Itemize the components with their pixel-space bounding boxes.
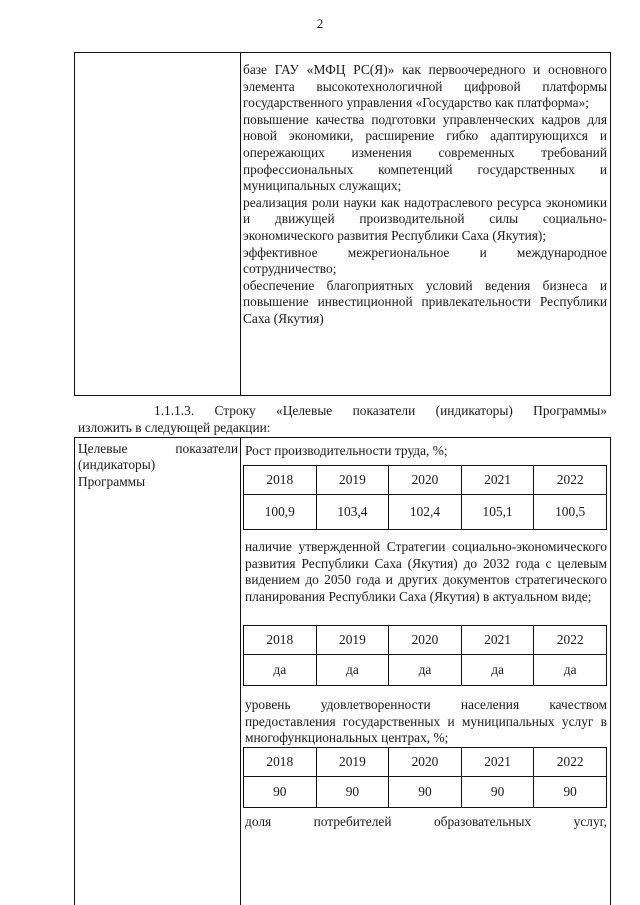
top-table-divider (240, 52, 241, 396)
label-word-1: Целевые (78, 441, 128, 456)
value-cell: 90 (389, 777, 462, 808)
year-cell: 2018 (244, 626, 317, 655)
year-cell: 2022 (534, 626, 607, 655)
table-row (244, 748, 607, 777)
year-cell: 2018 (244, 748, 317, 777)
table-row (244, 466, 607, 495)
indicator-1-title: Рост производительности труда, %; (245, 443, 448, 458)
page-number: 2 (316, 16, 324, 31)
value-cell: да (316, 655, 389, 686)
year-cell: 2021 (461, 626, 534, 655)
value-cell: 100,9 (244, 495, 317, 530)
value-cell: 103,4 (316, 495, 389, 530)
indicator-3-table (243, 747, 607, 808)
year-cell: 2020 (389, 466, 462, 495)
year-cell: 2021 (461, 466, 534, 495)
value-cell: 90 (461, 777, 534, 808)
indicator-2-title: наличие утвержденной Стратегии социально-экономического развития Республики Саха (Якутия) до 2032 года с целевым видением до 2050 года и других документов стратегического планирования Республики Саха (Якутия) в актуальном виде; (245, 539, 607, 604)
label-line-3: Программы (78, 473, 146, 489)
paragraph-cooperation: эффективное межрегиональное и международное сотрудничество; (243, 244, 607, 277)
year-cell: 2022 (534, 466, 607, 495)
year-cell: 2018 (244, 466, 317, 495)
intro-line-1: 1.1.1.3. Строку «Целевые показатели (индикаторы) Программы» (154, 403, 607, 418)
year-cell: 2021 (461, 748, 534, 777)
label-word-2: показатели (175, 441, 238, 456)
value-cell: 90 (244, 777, 317, 808)
value-cell: да (534, 655, 607, 686)
indicator-3-title: уровень удовлетворенности населения качеством предоставления государственных и муниципальных услуг в многофункциональных центрах, %; (245, 697, 607, 746)
table-row (244, 626, 607, 655)
paragraph-science: реализация роли науки как надотраслевого ресурса экономики и движущей производительной силы социально-экономического развития Республики Саха (Якутия); (243, 194, 607, 243)
indicator-2-table (243, 625, 607, 686)
value-cell: да (389, 655, 462, 686)
paragraph-mfc: базе ГАУ «МФЦ РС(Я)» как первоочередного и основного элемента высокотехнологичной цифровой платформы государственного управления «Государство как платформа»; (243, 62, 607, 111)
label-line-2: (индикаторы) (78, 457, 156, 473)
top-table-content (243, 62, 607, 328)
year-cell: 2022 (534, 748, 607, 777)
value-cell: 102,4 (389, 495, 462, 530)
table-row (244, 777, 607, 808)
year-cell: 2019 (316, 626, 389, 655)
amendment-intro (78, 403, 607, 436)
value-cell: да (244, 655, 317, 686)
intro-line-2: изложить в следующей редакции: (78, 419, 271, 435)
value-cell: 90 (316, 777, 389, 808)
indicator-1-table (243, 465, 607, 530)
value-cell: да (461, 655, 534, 686)
paragraph-personnel: повышение качества подготовки управленческих кадров для новой экономики, расширение гибко адаптирующихся и опережающих изменения современных требований профессиональных компетенций государственных и муниципальных служащих; (243, 111, 607, 194)
table-row (244, 655, 607, 686)
year-cell: 2020 (389, 748, 462, 777)
value-cell: 90 (534, 777, 607, 808)
indicators-table-divider (240, 437, 241, 905)
year-cell: 2019 (316, 748, 389, 777)
year-cell: 2020 (389, 626, 462, 655)
paragraph-business: обеспечение благоприятных условий ведения бизнеса и повышение инвестиционной привлекательности Республики Саха (Якутия) (243, 277, 607, 326)
year-cell: 2019 (316, 466, 389, 495)
value-cell: 100,5 (534, 495, 607, 530)
table-row (244, 495, 607, 530)
indicator-4-title-fragment: доля потребителей образовательных услуг, (245, 814, 607, 829)
value-cell: 105,1 (461, 495, 534, 530)
indicators-label (78, 441, 238, 490)
